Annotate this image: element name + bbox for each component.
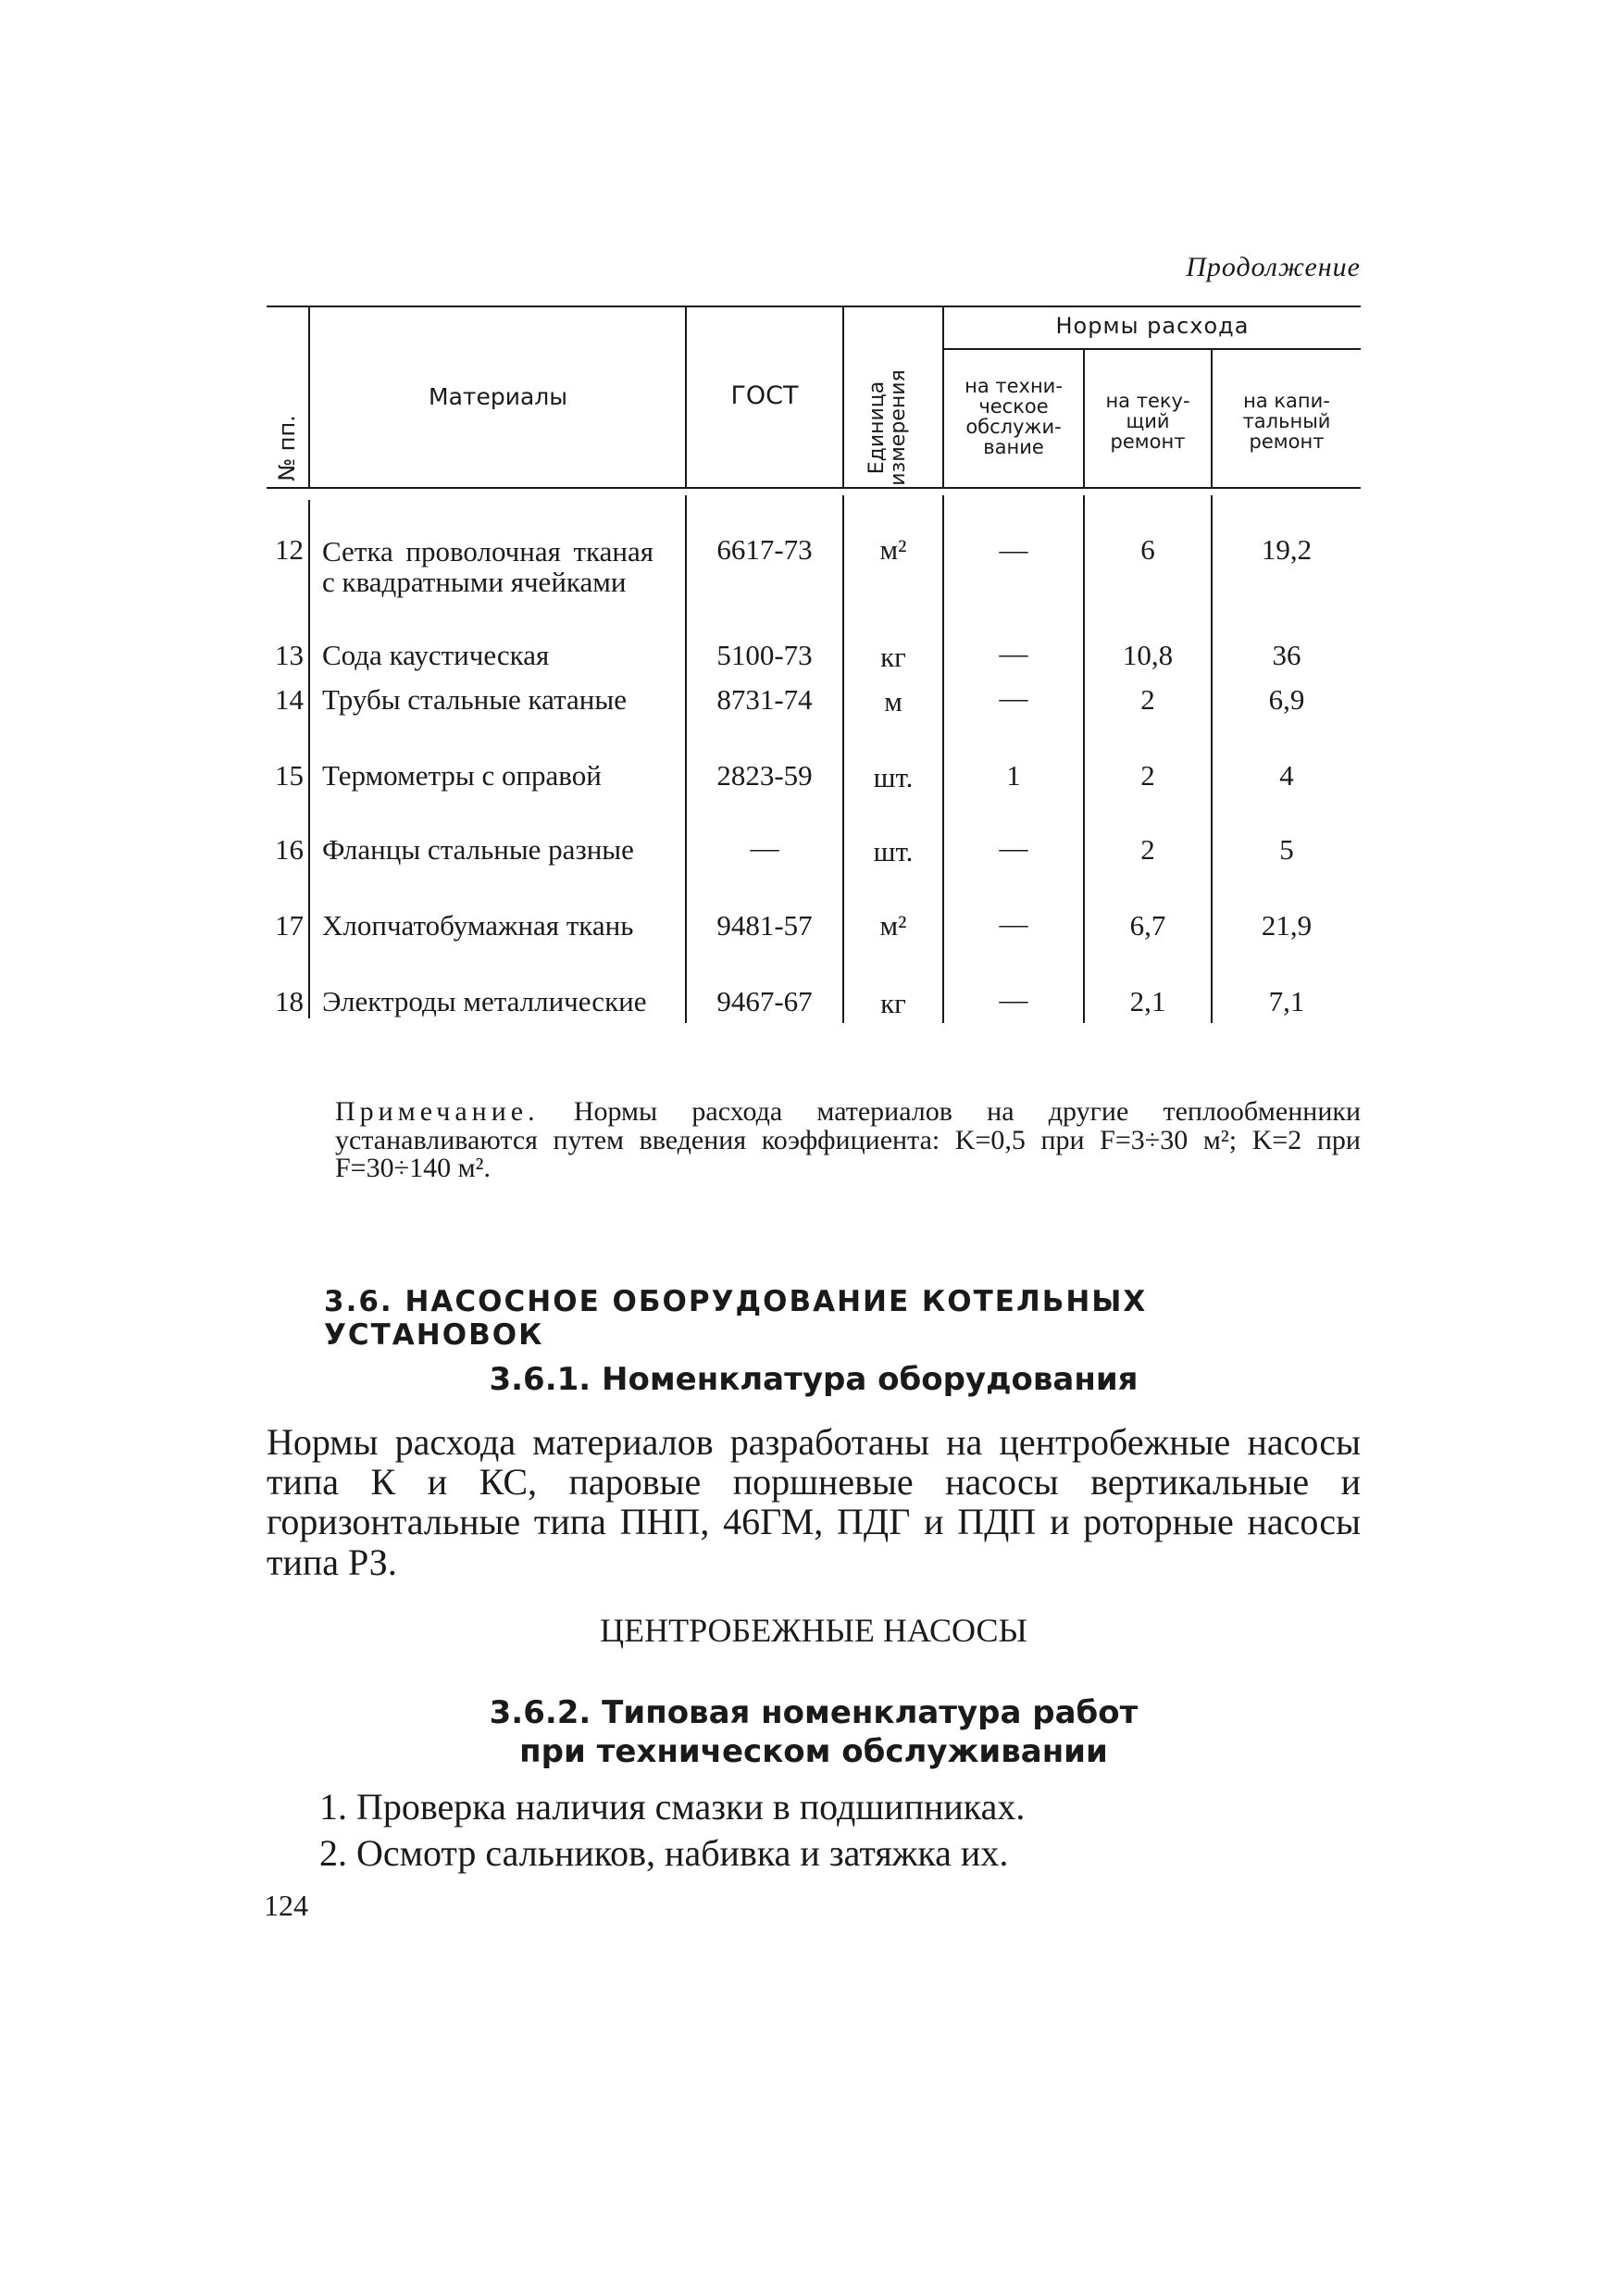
header-current-line: на теку- [1105,390,1190,412]
row-maintenance: — [999,681,1028,714]
row-maintenance: — [999,637,1028,669]
row-capital-repair: 19,2 [1261,533,1313,566]
header-maintenance-line: на техни- [965,375,1063,397]
row-maintenance: 1 [1006,759,1021,792]
row-maintenance: — [999,983,1028,1016]
row-gost: — [750,831,779,864]
row-gost: 2823-59 [716,759,813,792]
note-label: Примечание. [335,1096,540,1127]
subsection-title-equipment: 3.6.1. Номенклатура оборудования [489,1361,1139,1398]
subsection-title-works-line1: 3.6.2. Типовая номенклатура работ [489,1694,1139,1731]
centrifugal-pumps-heading: ЦЕНТРОБЕЖНЫЕ НАСОСЫ [600,1612,1027,1649]
header-materials: Материалы [429,383,567,410]
col-rule [685,306,687,487]
col-rule [842,306,844,487]
row-current-repair: 2 [1140,833,1155,866]
row-material: Сетка проволочная тканая с квадратными ячейками [322,535,653,598]
row-number: 17 [275,909,304,942]
header-current-repair [1085,391,1211,452]
header-maintenance-line: ческое [978,395,1049,418]
row-material: Электроды металлические [322,985,647,1017]
header-capital-line: на капи- [1243,390,1330,412]
row-number: 14 [275,683,304,716]
header-capital-line: тальный [1242,410,1331,433]
table-top-rule [267,306,1361,307]
header-maintenance [944,376,1083,457]
row-material: Сода каустическая [322,639,550,671]
row-capital-repair: 6,9 [1268,683,1305,716]
list-item: 2. Осмотр сальников, набивка и затяжка их. [319,1832,1009,1874]
row-current-repair: 2 [1140,759,1155,792]
row-current-repair: 10,8 [1122,639,1174,671]
row-number: 12 [275,533,304,566]
row-number: 18 [275,985,304,1017]
row-maintenance: — [999,831,1028,864]
header-current-line: ремонт [1110,430,1186,454]
row-unit: кг [880,641,906,673]
row-capital-repair: 5 [1279,833,1294,866]
row-number: 15 [275,759,304,792]
row-unit: м² [879,909,907,942]
row-current-repair: 6 [1140,533,1155,566]
row-capital-repair: 7,1 [1268,985,1305,1017]
row-material: Термометры с оправой [322,759,602,792]
header-maintenance-line: обслужи- [965,416,1062,439]
row-capital-repair: 36 [1272,639,1301,671]
col-rule [842,495,844,1023]
row-capital-repair: 21,9 [1261,909,1313,942]
header-unit: Единица измерения [865,369,911,486]
header-num: № пп. [274,415,300,481]
row-unit: м [884,685,902,718]
row-current-repair: 2,1 [1129,985,1166,1017]
row-current-repair: 6,7 [1129,909,1166,942]
header-bottom-rule [267,487,1361,489]
row-gost: 9467-67 [716,985,813,1017]
col-rule [308,306,310,487]
body-paragraph: Нормы расхода материалов разработаны на центробежные насосы типа К и КС, паровые поршневые насосы вертикальные и горизонтальные типа ПНП, 46ГМ, ПДГ и ПДП и роторные насосы типа РЗ. [267,1421,1361,1583]
header-maintenance-line: вание [983,436,1044,459]
row-unit: м² [879,533,907,566]
header-norms-group: Нормы расхода [1055,313,1250,339]
header-capital-line: ремонт [1249,430,1325,454]
materials-table [267,306,1361,1091]
row-material: Хлопчатобумажная ткань [322,909,634,942]
row-unit: шт. [873,761,914,793]
header-current-line: щий [1126,410,1170,433]
table-note [335,1098,1361,1183]
note-text: Нормы расхода материалов на другие теплообменники устанавливаются путем введения коэффициента: K=0,5 при F=3÷30 м²; K=2 при F=30÷140 м². [335,1096,1361,1184]
list-item: 1. Проверка наличия смазки в подшипниках. [319,1786,1026,1828]
row-unit: кг [880,987,906,1019]
page-number: 124 [264,1889,308,1922]
section-title: 3.6. НАСОСНОЕ ОБОРУДОВАНИЕ КОТЕЛЬНЫХ УСТАНОВОК [324,1285,1148,1352]
row-number: 16 [275,833,304,866]
row-gost: 9481-57 [716,909,813,942]
row-gost: 8731-74 [716,683,813,716]
row-gost: 6617-73 [716,533,813,566]
continuation-label: Продолжение [1186,252,1361,282]
row-number: 13 [275,639,304,671]
row-material: Трубы стальные катаные [322,683,627,716]
subsection-title-works-line2: при техническом обслуживании [519,1733,1108,1770]
row-gost: 5100-73 [716,639,813,671]
col-rule [308,500,310,1018]
norms-group-rule [942,348,1361,350]
row-material: Фланцы стальные разные [322,833,634,866]
row-maintenance: — [999,533,1028,566]
row-capital-repair: 4 [1279,759,1294,792]
row-current-repair: 2 [1140,683,1155,716]
header-capital-repair [1213,391,1361,452]
row-maintenance: — [999,907,1028,940]
header-gost: ГОСТ [730,381,799,410]
row-unit: шт. [873,835,914,867]
